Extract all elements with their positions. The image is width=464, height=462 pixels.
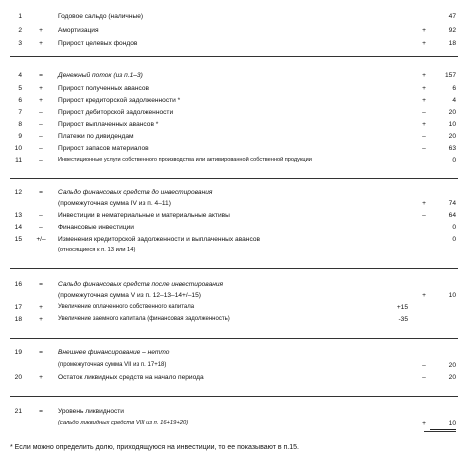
table-row: 10 – Прирост запасов материалов – 63 xyxy=(14,145,456,152)
table-row: (промежуточная сумма V из п. 12–13–14+/–15) + 10 xyxy=(58,292,456,299)
table-row: 9 – Платежи по дивидендам – 20 xyxy=(18,133,456,140)
table-row: 14 – Финансовые инвестиции 0 xyxy=(14,224,456,231)
table-row: (относящиеся к п. 13 или 14) xyxy=(58,247,136,253)
footnote: * Если можно определить долю, приходящуюся на инвестиции, то ее показывают в п.15. xyxy=(10,444,299,451)
table-row: 15 +/– Изменения кредиторской задолженности и выплаченных авансов 0 xyxy=(14,236,456,243)
table-row: (промежуточная сумма IV из п. 4–11) + 74 xyxy=(58,200,456,207)
table-row: 1 Годовое сальдо (наличные) 47 xyxy=(18,13,456,20)
section-divider xyxy=(10,56,458,57)
section-divider xyxy=(10,178,458,179)
table-row: 12 = Сальдо финансовых средств до инвестирования xyxy=(14,189,213,196)
table-row: 16 = Сальдо финансовых средств после инвестирования xyxy=(14,281,224,288)
table-row: 17 + Увеличение оплаченного собственного капитала +15 xyxy=(14,304,408,311)
table-row: (сальдо ликвидных средств VIII из п. 16+19+20) + 10 xyxy=(0,418,464,429)
table-row: 13 – Инвестиции в нематериальные и материальные активы – 64 xyxy=(14,212,456,219)
table-row: 20 + Остаток ликвидных средств на начало периода – 20 xyxy=(14,374,456,381)
table-row: 21 = Уровень ликвидности xyxy=(14,408,124,415)
section-divider xyxy=(10,268,458,269)
table-row: 19 = Внешнее финансирование – нетто xyxy=(14,349,170,356)
table-row: 7 – Прирост дебиторской задолженности – 20 xyxy=(18,109,456,116)
table-row: 6 + Прирост кредиторской задолженности * + 4 xyxy=(18,97,456,104)
table-row: (промежуточная сумма VII из п. 17+18) – 20 xyxy=(58,362,456,369)
section-divider xyxy=(10,338,458,339)
table-row: 18 + Увеличение заемного капитала (финансовая задолженность) -35 xyxy=(14,316,408,323)
table-row: 5 + Прирост полученных авансов + 6 xyxy=(18,85,456,92)
table-row: 8 – Прирост выплаченных авансов * + 10 xyxy=(18,121,456,128)
section-divider xyxy=(10,396,458,397)
table-row: 3 + Прирост целевых фондов + 18 xyxy=(18,40,456,47)
total-double-underline xyxy=(424,431,456,432)
table-row: 4 = Денежный поток (из п.1–3) + 157 xyxy=(18,72,456,79)
table-row: 2 + Амортизация + 92 xyxy=(18,27,456,34)
table-row: 11 – Инвестиционные услуги собственного производства или активированной собственной продукции 0 xyxy=(15,157,456,164)
